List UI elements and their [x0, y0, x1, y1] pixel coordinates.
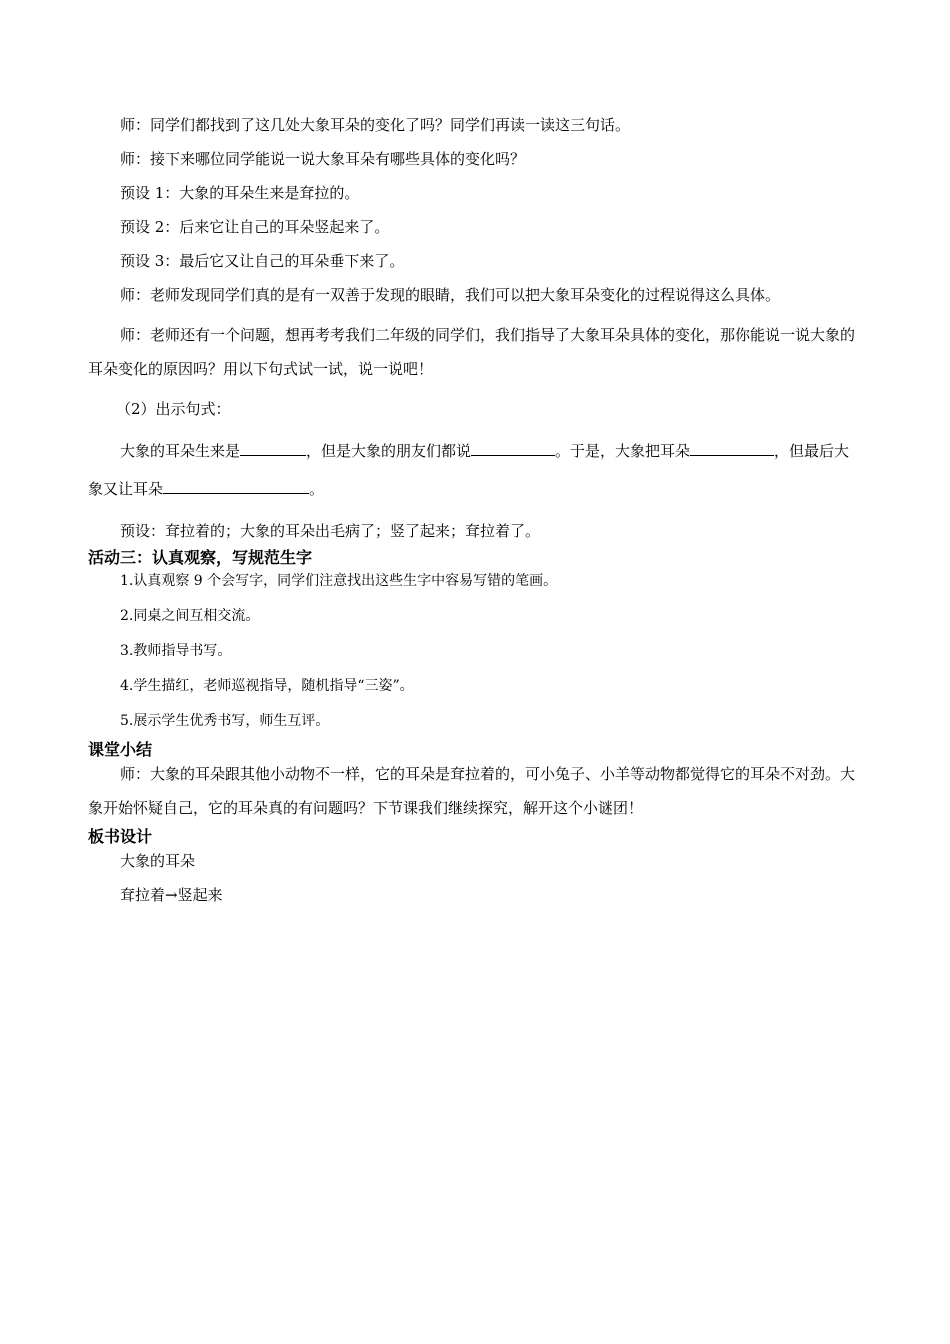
- fill-blank-2: [471, 440, 555, 456]
- paragraph-preset-3: 预设 3：最后它又让自己的耳朵垂下来了。: [120, 252, 405, 270]
- activity3-heading: 活动三：认真观察，写规范生字: [88, 548, 313, 567]
- paragraph-fill-in-sentence: [88, 432, 864, 508]
- paragraph-teacher-question-1: 师：同学们都找到了这几处大象耳朵的变化了吗？同学们再读一读这三句话。: [120, 116, 631, 134]
- paragraph-preset-2: 预设 2：后来它让自己的耳朵竖起来了。: [120, 218, 390, 236]
- activity3-item-5: 5.展示学生优秀书写，师生互评。: [120, 713, 330, 729]
- activity3-item-2: 2.同桌之间互相交流。: [120, 608, 260, 624]
- document-page: [88, 114, 864, 906]
- board-line-title: 大象的耳朵: [120, 852, 196, 870]
- board-design-heading: 板书设计: [88, 827, 153, 846]
- fill-blank-3: [690, 440, 774, 456]
- paragraph-sentence-pattern-label: （2）出示句式：: [116, 400, 231, 418]
- fill-text-1: 大象的耳朵生来是: [120, 442, 241, 460]
- paragraph-preset-answers: 预设：耷拉着的；大象的耳朵出毛病了；竖了起来；耷拉着了。: [120, 522, 541, 540]
- board-line-change: 耷拉着→竖起来: [120, 886, 223, 904]
- fill-text-2: ，但是大象的朋友们都说: [306, 442, 472, 460]
- fill-blank-1: [240, 440, 306, 456]
- summary-text: 师：大象的耳朵跟其他小动物不一样，它的耳朵是耷拉着的，可小兔子、小羊等动物都觉得它的耳朵不对劲。大象开始怀疑自己，它的耳朵真的有问题吗？下节课我们继续探究，解开这个小谜团！: [88, 765, 856, 817]
- fill-text-4: ，但最后大象又让耳朵: [88, 442, 850, 498]
- activity3-item-4: 4.学生描红，老师巡视指导，随机指导“三姿”。: [120, 678, 414, 694]
- activity3-item-3: 3.教师指导书写。: [120, 643, 232, 659]
- fill-blank-4: [163, 478, 309, 494]
- fill-text-5: 。: [309, 480, 325, 498]
- paragraph-teacher-question-2: 师：接下来哪位同学能说一说大象耳朵有哪些具体的变化吗？: [120, 150, 526, 168]
- paragraph-teacher-question-3: 师：老师还有一个问题，想再考考我们二年级的同学们，我们指导了大象耳朵具体的变化，那你能说一说大象的耳朵变化的原因吗？用以下句式试一试，说一说吧！: [88, 326, 856, 378]
- paragraph-teacher-praise: 师：老师发现同学们真的是有一双善于发现的眼睛，我们可以把大象耳朵变化的过程说得这么具体。: [120, 286, 781, 304]
- activity3-item-1: 1.认真观察 9 个会写字，同学们注意找出这些生字中容易写错的笔画。: [120, 573, 558, 589]
- paragraph-preset-1: 预设 1：大象的耳朵生来是耷拉的。: [120, 184, 360, 202]
- fill-text-3: 。于是，大象把耳朵: [555, 442, 691, 460]
- summary-heading: 课堂小结: [88, 740, 153, 759]
